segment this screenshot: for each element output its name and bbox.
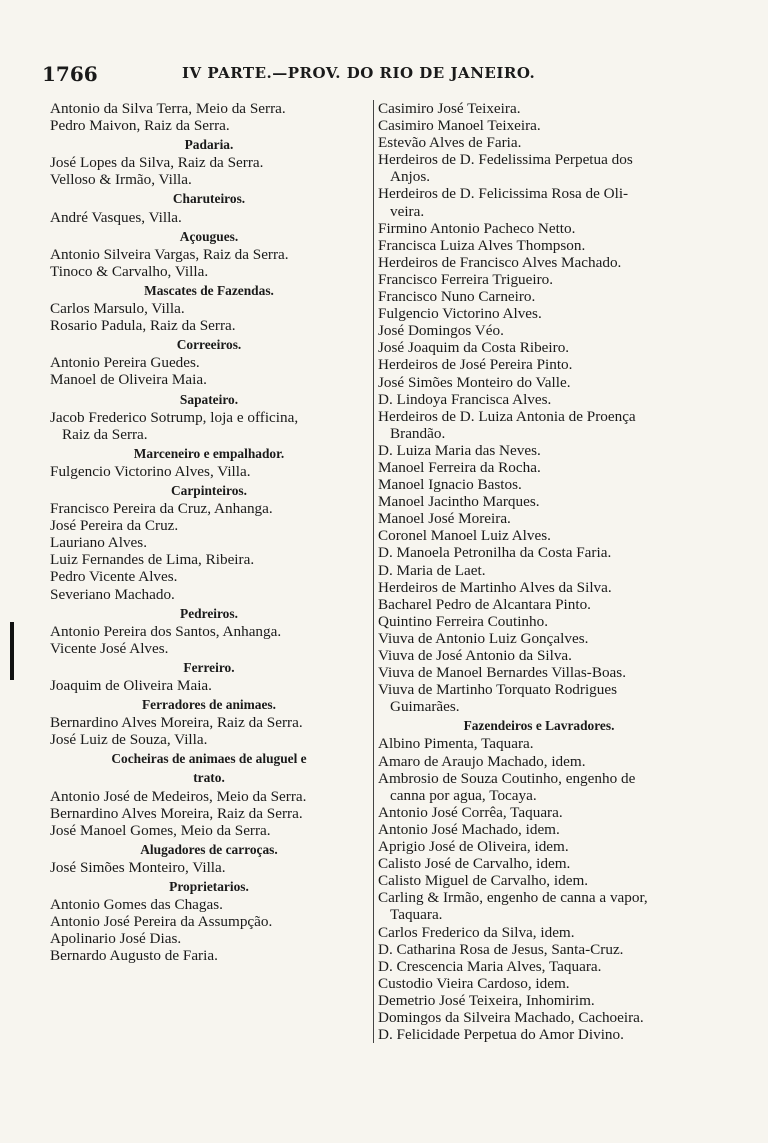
directory-entry: José Simões Monteiro do Valle. bbox=[378, 373, 571, 391]
directory-entry: Antonio José Pereira da Assumpção. bbox=[50, 913, 273, 931]
directory-entry: Francisco Pereira da Cruz, Anhanga. bbox=[50, 500, 273, 518]
directory-entry: José Pereira da Cruz. bbox=[50, 517, 179, 535]
directory-entry: Casimiro Manoel Teixeira. bbox=[378, 117, 541, 135]
entry-continuation: Taquara. bbox=[390, 906, 443, 924]
directory-entry: Antonio José Corrêa, Taquara. bbox=[378, 803, 563, 821]
section-heading: Marceneiro e empalhador. bbox=[133, 445, 285, 461]
directory-entry: Tinoco & Carvalho, Villa. bbox=[50, 262, 209, 280]
section-heading: Ferradores de animaes. bbox=[141, 697, 276, 713]
left-column bbox=[50, 100, 368, 965]
directory-entry: Apolinario José Dias. bbox=[50, 930, 182, 948]
directory-entry: Coronel Manoel Luiz Alves. bbox=[378, 527, 551, 545]
directory-entry: Herdeiros de D. Fedelissima Perpetua dos bbox=[378, 151, 633, 169]
directory-entry: Antonio José Machado, idem. bbox=[378, 820, 560, 838]
section-heading: Cocheiras de animaes de aluguel e bbox=[111, 751, 307, 767]
directory-entry: D. Felicidade Perpetua do Amor Divino. bbox=[378, 1026, 624, 1044]
entry-continuation: Raiz da Serra. bbox=[62, 425, 148, 443]
directory-entry: Albino Pimenta, Taquara. bbox=[378, 735, 534, 753]
directory-entry: D. Manoela Petronilha da Costa Faria. bbox=[378, 544, 612, 562]
directory-entry: José Lopes da Silva, Raiz da Serra. bbox=[50, 154, 264, 172]
directory-entry: José Simões Monteiro, Villa. bbox=[50, 858, 226, 876]
page-number: 1766 bbox=[42, 62, 98, 86]
directory-entry: D. Luiza Maria das Neves. bbox=[378, 441, 541, 459]
directory-entry: Domingos da Silveira Machado, Cachoeira. bbox=[378, 1008, 644, 1026]
section-heading: Charuteiros. bbox=[172, 191, 246, 207]
directory-entry: Lauriano Alves. bbox=[50, 534, 148, 552]
directory-entry: Luiz Fernandes de Lima, Ribeira. bbox=[50, 551, 255, 569]
entry-continuation: Anjos. bbox=[390, 168, 431, 186]
directory-entry: Fulgencio Victorino Alves, Villa. bbox=[50, 462, 251, 480]
entry-continuation: Brandão. bbox=[390, 424, 446, 442]
directory-entry: D. Catharina Rosa de Jesus, Santa-Cruz. bbox=[378, 940, 624, 958]
entry-continuation: veira. bbox=[390, 202, 425, 220]
section-heading: Ferreiro. bbox=[183, 659, 235, 675]
directory-entry: Manoel Ferreira da Rocha. bbox=[378, 458, 541, 476]
directory-entry: Quintino Ferreira Coutinho. bbox=[378, 612, 548, 630]
directory-entry: Antonio Pereira dos Santos, Anhanga. bbox=[50, 622, 282, 640]
directory-entry: D. Crescencia Maria Alves, Taquara. bbox=[378, 957, 602, 975]
directory-entry: Bernardino Alves Moreira, Raiz da Serra. bbox=[50, 804, 303, 822]
directory-entry: Viuva de Antonio Luiz Gonçalves. bbox=[378, 629, 589, 647]
section-heading: Proprietarios. bbox=[169, 879, 249, 895]
directory-entry: Estevão Alves de Faria. bbox=[378, 134, 522, 152]
directory-entry: Antonio Gomes das Chagas. bbox=[50, 896, 223, 914]
directory-entry: Pedro Maivon, Raiz da Serra. bbox=[50, 117, 230, 135]
directory-entry: Calisto Miguel de Carvalho, idem. bbox=[378, 872, 589, 890]
directory-entry: Herdeiros de Martinho Alves da Silva. bbox=[378, 578, 612, 596]
directory-entry: Francisca Luiza Alves Thompson. bbox=[378, 236, 586, 254]
directory-entry: José Domingos Véo. bbox=[378, 322, 504, 340]
directory-entry: Custodio Vieira Cardoso, idem. bbox=[378, 974, 570, 992]
directory-entry: José Joaquim da Costa Ribeiro. bbox=[378, 339, 570, 357]
directory-entry: Antonio da Silva Terra, Meio da Serra. bbox=[50, 100, 286, 117]
directory-entry: Herdeiros de D. Luiza Antonia de Proença bbox=[378, 407, 636, 425]
section-heading: Correeiros. bbox=[176, 337, 242, 353]
directory-entry: Francisco Ferreira Trigueiro. bbox=[378, 270, 554, 288]
directory-entry: Viuva de Martinho Torquato Rodrigues bbox=[378, 681, 618, 699]
section-heading: Fazendeiros e Lavradores. bbox=[463, 718, 615, 734]
margin-mark bbox=[10, 622, 14, 680]
directory-entry: Carlos Marsulo, Villa. bbox=[50, 300, 185, 318]
directory-entry: D. Maria de Laet. bbox=[378, 561, 486, 579]
section-heading: Alugadores de carroças. bbox=[140, 841, 278, 857]
section-heading: trato. bbox=[193, 770, 225, 786]
section-heading: Carpinteiros. bbox=[170, 482, 247, 498]
directory-entry: Carling & Irmão, engenho de canna a vapor, bbox=[378, 889, 648, 907]
directory-entry: Fulgencio Victorino Alves. bbox=[378, 305, 542, 323]
directory-entry: José Manoel Gomes, Meio da Serra. bbox=[50, 821, 271, 839]
directory-entry: Calisto José de Carvalho, idem. bbox=[378, 855, 571, 873]
entry-continuation: canna por agua, Tocaya. bbox=[390, 786, 537, 804]
section-heading: Padaria. bbox=[184, 137, 234, 153]
section-heading: Açougues. bbox=[179, 228, 239, 244]
directory-entry: Manoel Jacintho Marques. bbox=[378, 493, 540, 511]
directory-entry: Bernardo Augusto de Faria. bbox=[50, 947, 218, 965]
directory-entry: Velloso & Irmão, Villa. bbox=[50, 171, 192, 189]
directory-entry: Amaro de Araujo Machado, idem. bbox=[378, 752, 586, 770]
directory-entry: Herdeiros de Francisco Alves Machado. bbox=[378, 253, 622, 271]
directory-entry: Francisco Nuno Carneiro. bbox=[378, 288, 536, 306]
directory-entry: André Vasques, Villa. bbox=[50, 208, 182, 226]
directory-entry: Aprigio José de Oliveira, idem. bbox=[378, 838, 569, 856]
directory-entry: Bernardino Alves Moreira, Raiz da Serra. bbox=[50, 714, 303, 732]
directory-entry: Severiano Machado. bbox=[50, 585, 175, 603]
section-heading: Pedreiros. bbox=[180, 605, 238, 621]
directory-entry: Manoel Ignacio Bastos. bbox=[378, 476, 522, 494]
entry-continuation: Guimarães. bbox=[390, 698, 460, 716]
directory-entry: Antonio Pereira Guedes. bbox=[50, 354, 200, 372]
directory-entry: Viuva de Manoel Bernardes Villas-Boas. bbox=[378, 664, 627, 682]
directory-entry: Joaquim de Oliveira Maia. bbox=[50, 677, 212, 694]
directory-entry: Firmino Antonio Pacheco Netto. bbox=[378, 219, 576, 237]
directory-entry: Vicente José Alves. bbox=[50, 639, 169, 657]
directory-entry: Bacharel Pedro de Alcantara Pinto. bbox=[378, 595, 591, 613]
directory-entry: D. Lindoya Francisca Alves. bbox=[378, 390, 552, 408]
directory-entry: Jacob Frederico Sotrump, loja e officina, bbox=[50, 408, 299, 426]
directory-entry: José Luiz de Souza, Villa. bbox=[50, 731, 208, 749]
directory-entry: Casimiro José Teixeira. bbox=[378, 100, 521, 117]
directory-entry: Ambrosio de Souza Coutinho, engenho de bbox=[378, 769, 636, 787]
directory-entry: Antonio José de Medeiros, Meio da Serra. bbox=[50, 787, 307, 805]
directory-entry: Antonio Silveira Vargas, Raiz da Serra. bbox=[50, 245, 289, 263]
directory-entry: Herdeiros de José Pereira Pinto. bbox=[378, 356, 573, 374]
directory-entry: Viuva de José Antonio da Silva. bbox=[378, 647, 572, 664]
running-head: IV PARTE.—PROV. DO RIO DE JANEIRO. bbox=[182, 64, 536, 82]
directory-entry: Demetrio José Teixeira, Inhomirim. bbox=[378, 991, 595, 1009]
directory-entry: Manoel de Oliveira Maia. bbox=[50, 371, 207, 389]
page-header bbox=[42, 62, 562, 84]
directory-entry: Rosario Padula, Raiz da Serra. bbox=[50, 317, 236, 335]
section-heading: Mascates de Fazendas. bbox=[144, 282, 274, 298]
directory-entry: Manoel José Moreira. bbox=[378, 510, 511, 528]
directory-entry: Carlos Frederico da Silva, idem. bbox=[378, 923, 575, 941]
section-heading: Sapateiro. bbox=[179, 391, 239, 407]
right-column bbox=[373, 100, 700, 1043]
directory-entry: Herdeiros de D. Felicissima Rosa de Oli- bbox=[378, 185, 629, 203]
directory-entry: Pedro Vicente Alves. bbox=[50, 568, 178, 586]
